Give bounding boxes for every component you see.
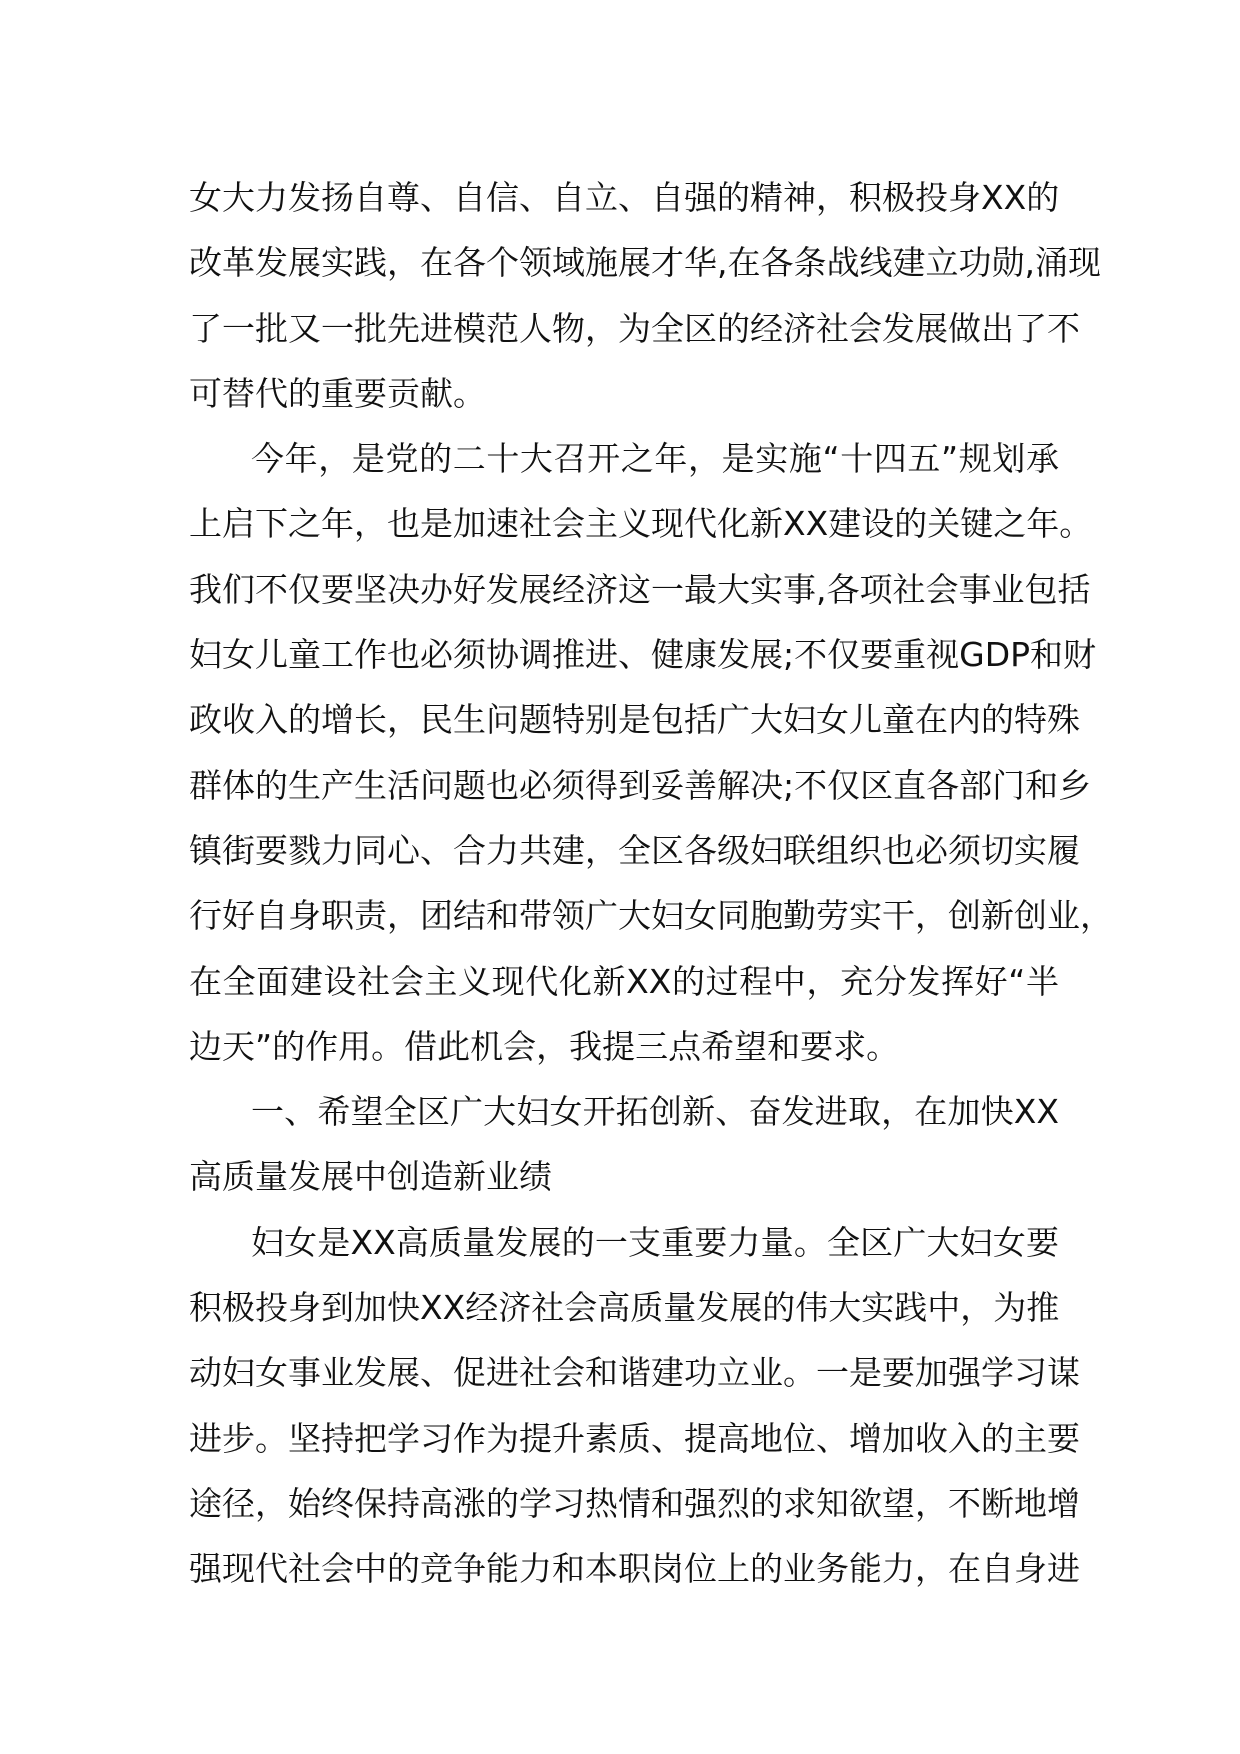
text-line: 上启下之年，也是加速社会主义现代化新XX建设的关键之年。: [189, 504, 1093, 544]
text-line: 我们不仅要坚决办好发展经济这一最大实事,各项社会事业包括: [189, 569, 1091, 609]
text-line: 在全面建设社会主义现代化新XX的过程中，充分发挥好“半: [189, 961, 1059, 1001]
text-line: 妇女儿童工作也必须协调推进、健康发展;不仅要重视GDP和财: [189, 635, 1097, 675]
text-line: 群体的生产生活问题也必须得到妥善解决;不仅区直各部门和乡: [189, 765, 1092, 805]
text-line: 行好自身职责，团结和带领广大妇女同胞勤劳实干，创新创业，: [189, 896, 1113, 936]
text-line: 今年，是党的二十大召开之年，是实施“十四五”规划承: [251, 439, 1059, 479]
text-line: 政收入的增长，民生问题特别是包括广大妇女儿童在内的特殊: [189, 700, 1080, 740]
text-line: 女大力发扬自尊、自信、自立、自强的精神，积极投身XX的: [189, 178, 1060, 217]
text-line: 积极投身到加快XX经济社会高质量发展的伟大实践中，为推: [189, 1288, 1060, 1328]
text-line: 妇女是XX高质量发展的一支重要力量。全区广大妇女要: [251, 1222, 1059, 1262]
text-line: 强现代社会中的竞争能力和本职岗位上的业务能力，在自身进: [189, 1549, 1080, 1589]
section-heading-line: 高质量发展中创造新业绩: [189, 1157, 552, 1197]
text-line: 动妇女事业发展、促进社会和谐建功立业。一是要加强学习谋: [189, 1353, 1080, 1393]
text-line: 途径，始终保持高涨的学习热情和强烈的求知欲望，不断地增: [189, 1483, 1080, 1523]
text-line: 可替代的重要贡献。: [189, 373, 486, 413]
text-line: 了一批又一批先进模范人物，为全区的经济社会发展做出了不: [189, 308, 1080, 348]
text-line: 镇街要戮力同心、合力共建，全区各级妇联组织也必须切实履: [189, 830, 1080, 870]
text-line: 改革发展实践，在各个领域施展才华,在各条战线建立功勋,涌现: [189, 243, 1101, 283]
text-line: 进步。坚持把学习作为提升素质、提高地位、增加收入的主要: [189, 1418, 1080, 1458]
document-body: [189, 165, 1113, 1602]
text-line: 边天”的作用。借此机会，我提三点希望和要求。: [189, 1026, 900, 1066]
section-heading-line: 一、希望全区广大妇女开拓创新、奋发进取，在加快XX: [251, 1092, 1059, 1132]
